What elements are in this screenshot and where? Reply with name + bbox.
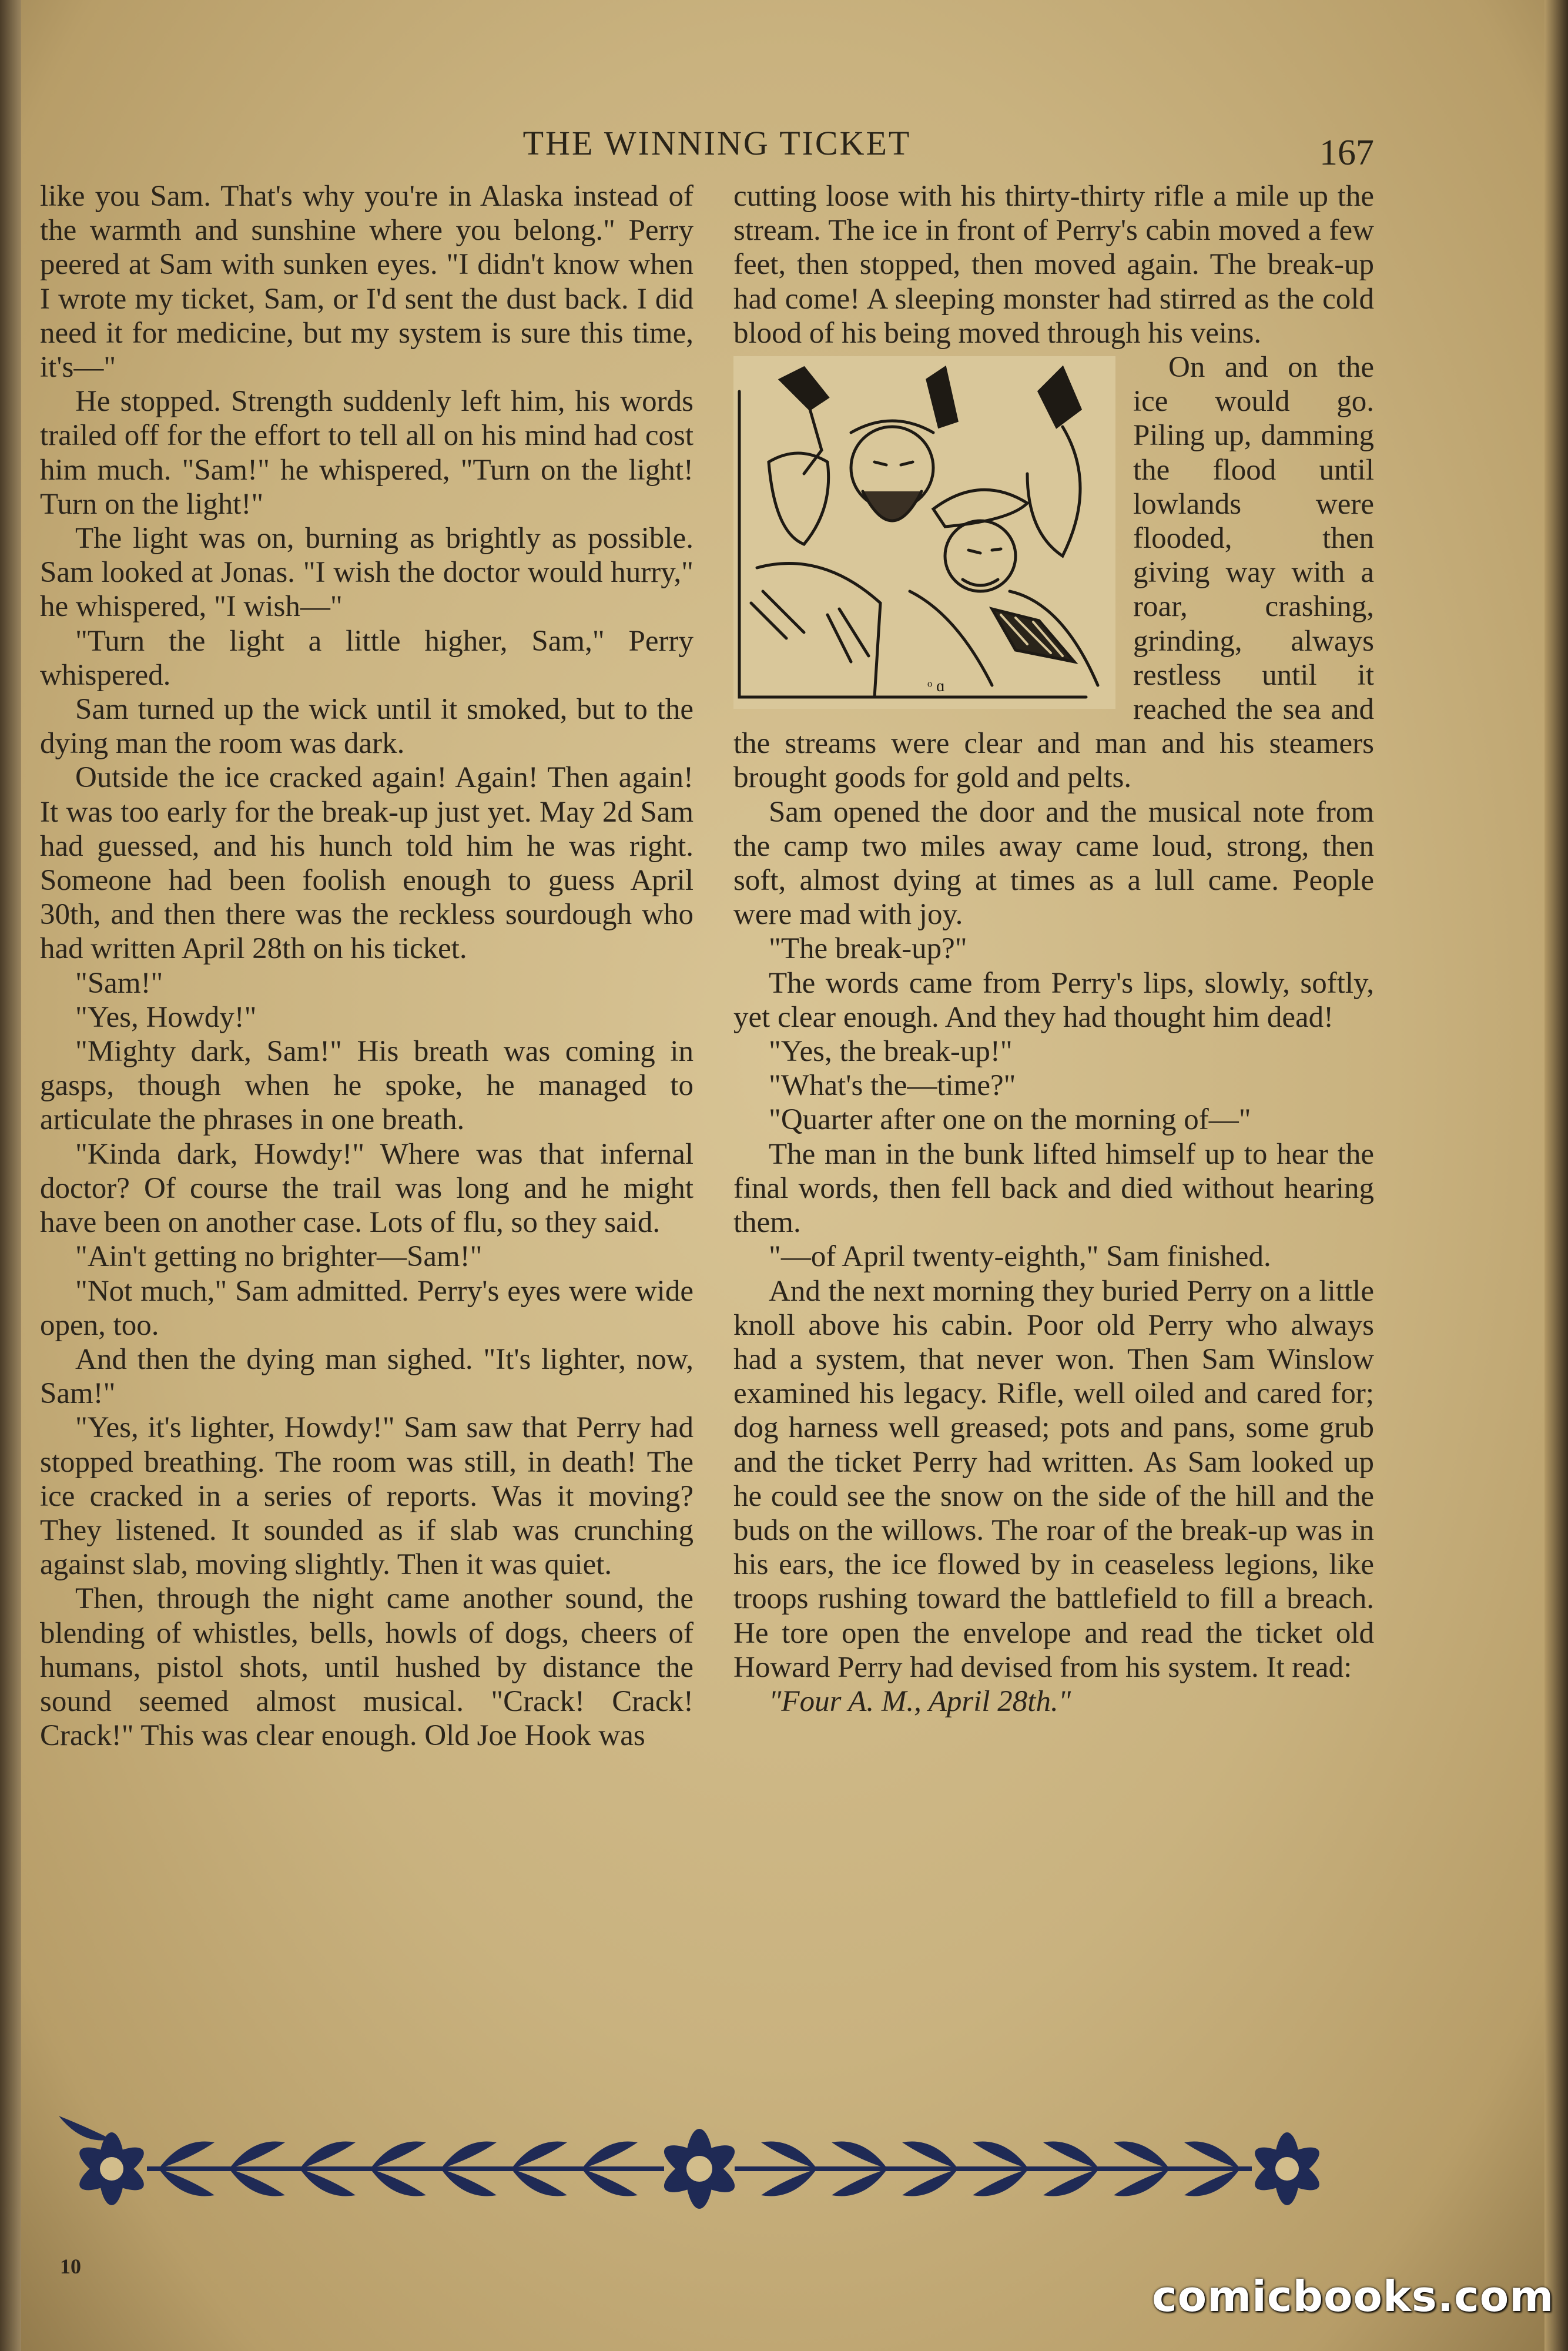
running-title: THE WINNING TICKET (522, 124, 912, 162)
men-with-pistols-illustration (733, 356, 1115, 709)
paragraph: And the next morning they buried Perry on a little knoll above his cabin. Poor old Perry who always had a system, that never won. Then Sam Winslow examined his legacy. Rifle, well oiled and cared for; dog harness well greased; pots and pans, some grub and the ticket Perry had written. As Sam looked up he could see the snow on the side of the hill and the buds on the willows. The roar of the break-up was in his ears, the ice flowed by in ceaseless legions, like troops rushing toward the battlefield to fill a breach. He tore open the envelope and read the ticket old Howard Perry had devised from his system. It read: (733, 1274, 1374, 1684)
paragraph: "Ain't getting no brighter—Sam!" (75, 1240, 483, 1274)
left-column (40, 179, 693, 1753)
right-column (733, 179, 1374, 1719)
paragraph: "Kinda dark, Howdy!" Where was that infernal doctor? Of course the trail was long and he might have been on another case. Lots of flu, so they said. (40, 1137, 693, 1240)
paragraph: "Sam!" (75, 966, 163, 1000)
paragraph: The words came from Perry's lips, slowly, softly, yet clear enough. And they had thought him dead! (733, 966, 1374, 1034)
paragraph: "Mighty dark, Sam!" His breath was coming in gasps, though when he spoke, he managed to articulate the phrases in one breath. (40, 1035, 693, 1137)
paragraph: "—of April twenty-eighth," Sam finished. (769, 1240, 1271, 1274)
paragraph: "The break-up?" (769, 932, 967, 966)
paragraph: "What's the—time?" (769, 1069, 1016, 1103)
paragraph: And then the dying man sighed. "It's lighter, now, Sam!" (40, 1342, 693, 1411)
svg-text:ᵒ ɑ: ᵒ ɑ (927, 677, 945, 696)
paragraph: "Yes, the break-up!" (769, 1035, 1013, 1069)
page-spine-shadow (0, 0, 21, 2351)
paragraph: "Quarter after one on the morning of—" (769, 1103, 1251, 1137)
paragraph: Then, through the night came another sound, the blending of whistles, bells, howls of dogs, cheers of humans, pistol shots, until hushed by distance the sound seemed almost musical. "Crack! Crack! Crack!" This was clear enough. Old Joe Hook was (40, 1582, 693, 1753)
paragraph: "Yes, Howdy!" (75, 1000, 257, 1034)
paragraph: Outside the ice cracked again! Again! Then again! It was too early for the break-up just yet. May 2d Sam had guessed, and his hunch told him he was right. Someone had been foolish enough to guess April 30th, and then there was the reckless sourdough who had written April 28th on his ticket. (40, 761, 693, 966)
paragraph: Sam turned up the wick until it smoked, but to the dying man the room was dark. (40, 693, 693, 761)
paragraph: He stopped. Strength suddenly left him, his words trailed off for the effort to tell all on his mind had cost him much. "Sam!" he whispered, "Turn on the light! Turn on the light!" (40, 385, 693, 521)
paragraph: The man in the bunk lifted himself up to hear the final words, then fell back and died without hearing them. (733, 1137, 1374, 1240)
paragraph: "Yes, it's lighter, Howdy!" Sam saw that Perry had stopped breathing. The room was still, in death! The ice cracked in a series of reports. Was it moving? They listened. It sounded as if slab was crunching against slab, moving slightly. Then it was quiet. (40, 1411, 693, 1582)
paragraph: cutting loose with his thirty-thirty rifle a mile up the stream. The ice in front of Perry's cabin moved a few feet, then stopped, then moved again. The break-up had come! A sleeping monster had stirred as the cold blood of his being moved through his veins. (733, 180, 1374, 350)
paragraph: "Not much," Sam admitted. Perry's eyes were wide open, too. (40, 1274, 693, 1342)
page-number: 167 (1319, 133, 1374, 173)
paragraph: like you Sam. That's why you're in Alaska instead of the warmth and sunshine where you belong." Perry peered at Sam with sunken eyes. "I didn't know when I wrote my ticket, Sam, or I'd sent the dust back. I did need it for medicine, but my system is sure this time, it's—" (40, 180, 693, 384)
paragraph: Sam opened the door and the musical note from the camp two miles away came loud, strong, then soft, almost dying at times as a lull came. People were mad with joy. (733, 795, 1374, 932)
right-column-top-text (733, 179, 1374, 350)
paragraph: On and on the ice would go. Piling up, damming the flood until lowlands were flooded, then giving way with a roar, crashing, grinding, always restless until it reached the sea and the streams were clear and man and his steamers brought goods for gold and pelts. (733, 351, 1374, 795)
paragraph: "Turn the light a little higher, Sam," Perry whispered. (40, 624, 693, 692)
signature-folio: 10 (60, 2255, 81, 2278)
page-edge-shadow (1544, 0, 1568, 2351)
site-watermark: comicbooks.com (1152, 2272, 1554, 2321)
floral-ornament (59, 2116, 1340, 2222)
paragraph: The light was on, burning as brightly as possible. Sam looked at Jonas. "I wish the doctor would hurry," he whispered, "I wish—" (40, 522, 693, 624)
paragraph: "Four A. M., April 28th." (769, 1684, 1071, 1718)
